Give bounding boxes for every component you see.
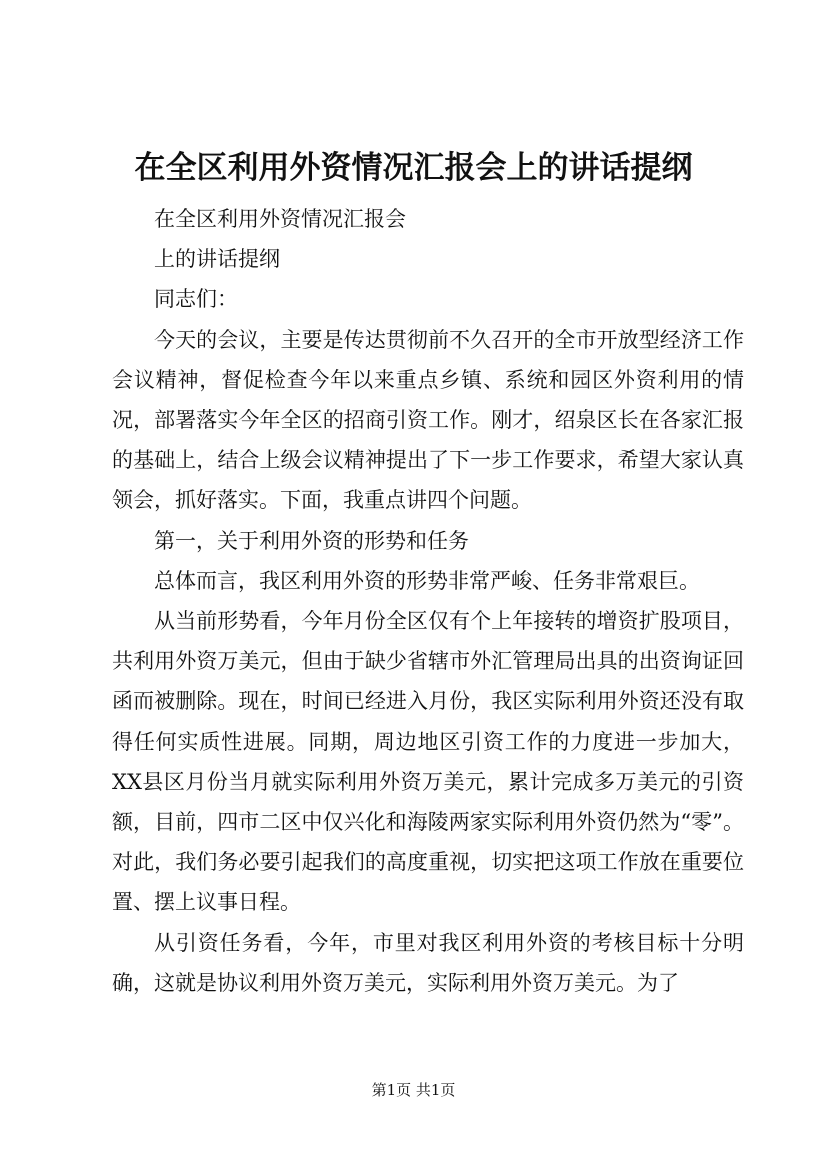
- page-footer: 第1页 共1页: [371, 1081, 456, 1099]
- paragraph-salutation: 同志们：: [154, 287, 238, 312]
- document-body: [112, 199, 744, 1003]
- paragraph-summary: 总体而言，我区利用外资的形势非常严峻、任务非常艰巨。: [154, 568, 700, 593]
- paragraph-situation: 从当前形势看，今年月份全区仅有个上年接转的增资扩股项目，共利用外资万美元，但由于缺少省辖市外汇管理局出具的出资询证回函而被删除。现在，时间已经进入月份，我区实际利用外资还没有取得任何实质性进展。同期，周边地区引资工作的力度进一步加大，XX县区月份当月就实际利用外资万美元，累计完成多万美元的引资额，目前，四市二区中仅兴化和海陵两家实际利用外资仍然为“零”。对此，我们务必要引起我们的高度重视，切实把这项工作放在重要位置、摆上议事日程。: [112, 609, 744, 915]
- paragraph-task: 从引资任务看，今年，市里对我区利用外资的考核目标十分明确，这就是协议利用外资万美元，实际利用外资万美元。为了: [112, 930, 744, 995]
- paragraph-section-heading: 第一，关于利用外资的形势和任务: [154, 528, 469, 553]
- paragraph-subtitle-line-2: 上的讲话提纲: [154, 247, 280, 272]
- document-title: 在全区利用外资情况汇报会上的讲话提纲: [134, 150, 693, 186]
- paragraph-intro: 今天的会议，主要是传达贯彻前不久召开的全市开放型经济工作会议精神，督促检查今年以来重点乡镇、系统和园区外资利用的情况，部署落实今年全区的招商引资工作。刚才，绍泉区长在各家汇报的基础上，结合上级会议精神提出了下一步工作要求，希望大家认真领会，抓好落实。下面，我重点讲四个问题。: [112, 327, 744, 513]
- paragraph-subtitle-line-1: 在全区利用外资情况汇报会: [154, 207, 406, 231]
